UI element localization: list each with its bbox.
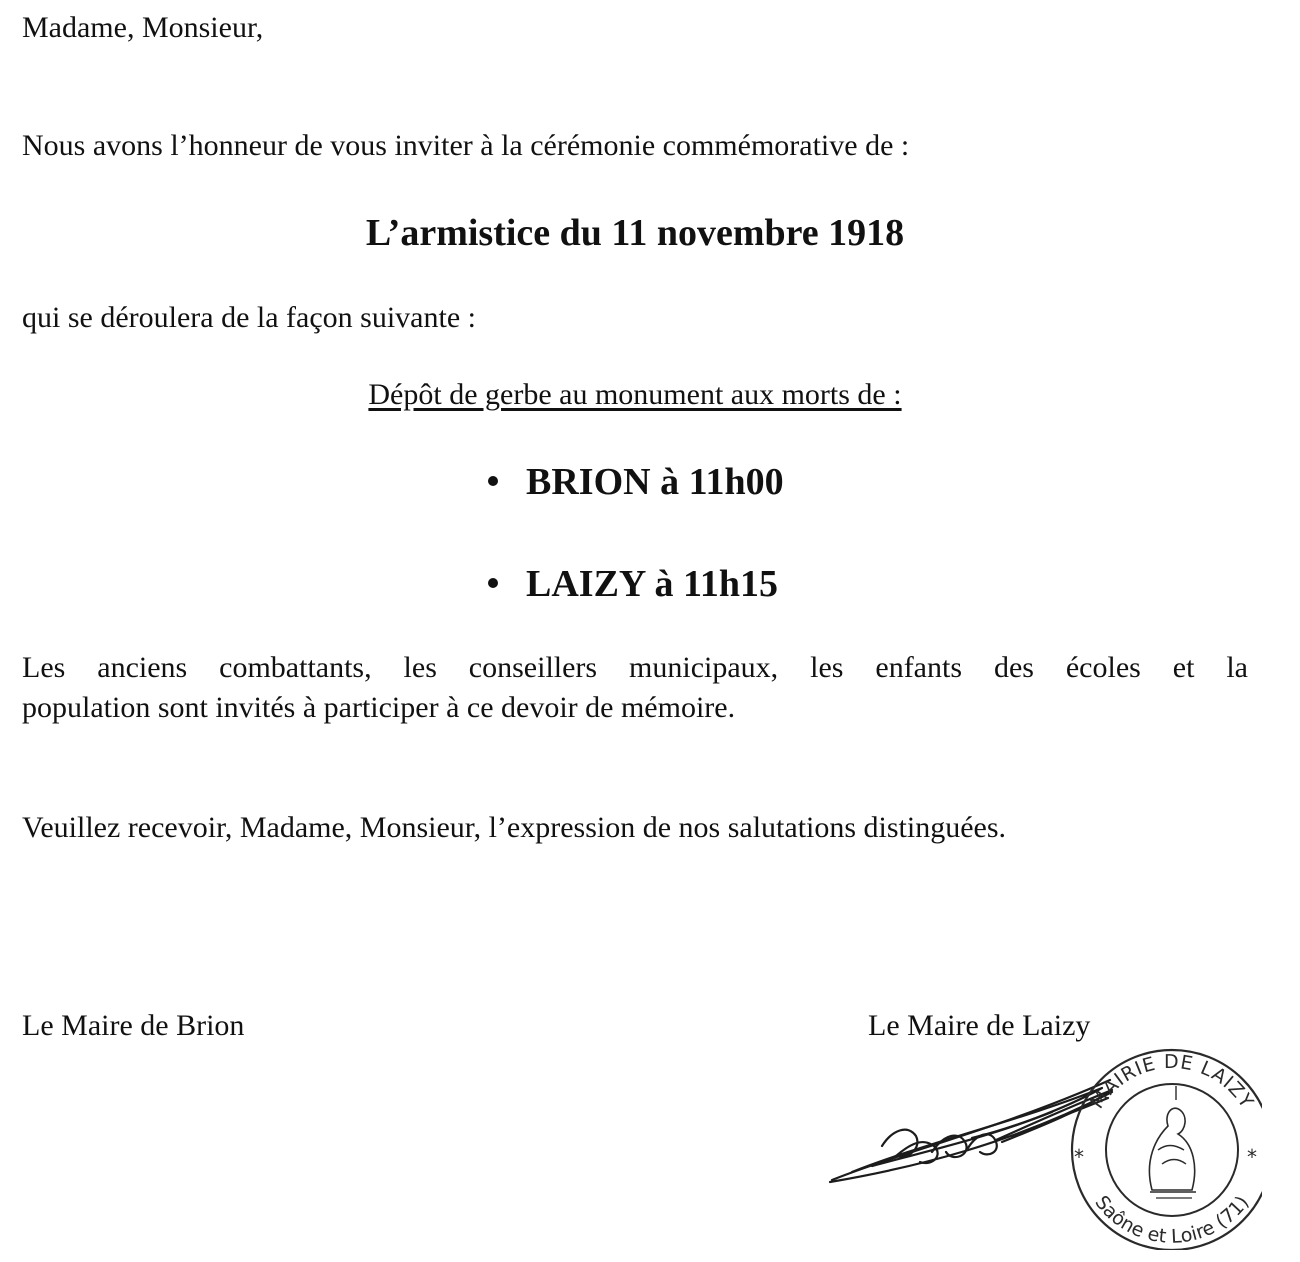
signatory-brion: Le Maire de Brion [22,1009,245,1042]
invitees-line: Les anciens combattants, les conseillers municipaux, les enfants des écoles et la [22,651,1248,684]
handwritten-signature [830,1080,1112,1182]
event-label: LAIZY à 11h15 [526,563,778,605]
invitees-paragraph [22,648,1248,728]
greeting: Madame, Monsieur, [22,11,264,44]
bullet-icon [488,476,498,486]
seal-star-icon: * [1247,1145,1257,1169]
event-item [488,460,784,504]
invitees-line: population sont invités à participer à ce devoir de mémoire. [22,691,736,724]
wreath-laying-subheading: Dépôt de gerbe au monument aux morts de : [368,378,902,411]
bullet-icon [488,578,498,588]
event-item [488,562,778,606]
ceremony-title: L’armistice du 11 novembre 1918 [365,212,905,254]
signatory-laizy: Le Maire de Laizy [868,1009,1091,1042]
event-label: BRION à 11h00 [526,461,784,503]
intro-paragraph: Nous avons l’honneur de vous inviter à la cérémonie commémorative de : [22,129,910,162]
program-intro: qui se déroulera de la façon suivante : [22,301,476,334]
seal-star-icon: * [1074,1145,1084,1169]
closing-formula: Veuillez recevoir, Madame, Monsieur, l’expression de nos salutations distinguées. [22,811,1007,844]
seal-top-text: MAIRIE DE LAIZY [1086,1051,1258,1113]
signature-and-seal [812,1040,1262,1250]
seal-bottom-text: Saône et Loire (71) [1090,1191,1254,1248]
